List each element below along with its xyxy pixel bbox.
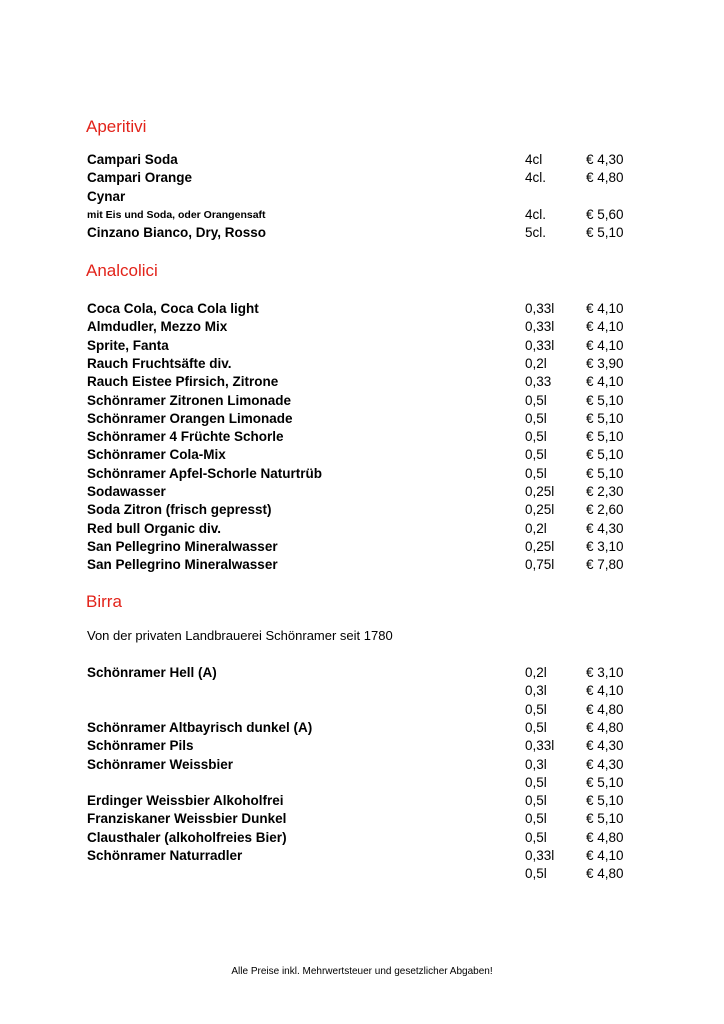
menu-item-row: [0, 701, 724, 719]
item-price: € 4,80: [586, 701, 624, 717]
menu-item-row: [0, 719, 724, 737]
item-price: € 5,10: [586, 392, 624, 408]
item-name: Schönramer Hell (A): [87, 665, 217, 680]
item-name: Sprite, Fanta: [87, 337, 169, 353]
menu-item-row: [0, 465, 724, 483]
item-size: 0,2l: [525, 665, 547, 680]
item-name: Sodawasser: [87, 484, 166, 499]
menu-item-row: [0, 410, 724, 428]
menu-item-row: [0, 151, 724, 169]
item-size: 0,33: [525, 374, 552, 390]
menu-item-row: [0, 355, 724, 373]
item-size: 0,5l: [525, 811, 547, 827]
menu-item-row: [0, 556, 724, 574]
item-name: Schönramer Pils: [87, 738, 194, 754]
item-size: 0,5l: [525, 410, 547, 426]
menu-item-row: [0, 206, 724, 224]
menu-item-row: [0, 682, 724, 700]
item-name: Schönramer Altbayrisch dunkel (A): [87, 719, 313, 735]
birra-intro-text: Von der privaten Landbrauerei Schönramer seit 1780: [87, 628, 393, 643]
menu-item-row: [0, 428, 724, 446]
item-name: Clausthaler (alkoholfreies Bier): [87, 829, 287, 845]
item-name: Coca Cola, Coca Cola light: [87, 301, 259, 316]
item-size: 0,5l: [525, 774, 547, 790]
item-name: Almdudler, Mezzo Mix: [87, 319, 228, 335]
item-price: € 5,10: [586, 225, 624, 241]
item-price: € 4,30: [586, 152, 624, 167]
item-price: € 3,10: [586, 538, 624, 554]
item-size: 0,33l: [525, 738, 555, 754]
menu-item-row: [0, 483, 724, 501]
item-name: Schönramer Zitronen Limonade: [87, 392, 292, 408]
menu-item-row: [0, 300, 724, 318]
menu-item-row: [0, 865, 724, 883]
menu-item-row: [0, 169, 724, 187]
item-name: Schönramer Naturradler: [87, 848, 243, 863]
item-name: San Pellegrino Mineralwasser: [87, 538, 278, 554]
item-price: € 4,80: [586, 866, 624, 882]
item-size: 0,33l: [525, 848, 555, 863]
item-name: Rauch Eistee Pfirsich, Zitrone: [87, 374, 279, 390]
menu-item-row: [0, 446, 724, 464]
item-price: € 5,60: [586, 206, 624, 222]
item-price: € 5,10: [586, 465, 624, 481]
item-price: € 2,60: [586, 502, 624, 518]
item-name: Soda Zitron (frisch gepresst): [87, 502, 272, 518]
item-price: € 2,30: [586, 484, 624, 499]
item-price: € 7,80: [586, 557, 624, 573]
item-size: 0,5l: [525, 719, 547, 735]
menu-item-row: [0, 538, 724, 556]
menu-item-row: [0, 737, 724, 755]
item-size: 4cl.: [525, 170, 547, 186]
menu-item-row: [0, 829, 724, 847]
menu-item-row: [0, 756, 724, 774]
item-name: Schönramer 4 Früchte Schorle: [87, 429, 284, 445]
menu-item-row: [0, 520, 724, 538]
item-name: mit Eis und Soda, oder Orangensaft: [87, 208, 266, 221]
menu-item-row: [0, 392, 724, 410]
item-name: Red bull Organic div.: [87, 520, 222, 536]
menu-item-row: [0, 792, 724, 810]
item-name: Schönramer Cola-Mix: [87, 447, 226, 463]
item-price: € 4,30: [586, 756, 624, 772]
section-heading-analcolici: Analcolici: [86, 261, 158, 280]
item-name: Cynar: [87, 188, 126, 204]
item-name: Schönramer Apfel-Schorle Naturtrüb: [87, 465, 323, 481]
menu-item-row: [0, 337, 724, 355]
item-size: 0,3l: [525, 683, 547, 699]
item-price: € 4,30: [586, 520, 624, 536]
item-price: € 3,10: [586, 665, 624, 680]
item-name: Erdinger Weissbier Alkoholfrei: [87, 793, 284, 809]
item-size: 4cl: [525, 152, 543, 167]
item-name: Franziskaner Weissbier Dunkel: [87, 811, 287, 827]
item-size: 0,33l: [525, 319, 555, 335]
item-name: Rauch Fruchtsäfte div.: [87, 355, 232, 371]
item-size: 0,25l: [525, 502, 555, 518]
item-price: € 4,80: [586, 719, 624, 735]
item-size: 0,25l: [525, 484, 555, 499]
item-size: 0,5l: [525, 793, 547, 809]
menu-item-row: [0, 664, 724, 682]
item-size: 0,33l: [525, 337, 555, 353]
item-price: € 5,10: [586, 429, 624, 445]
item-size: 4cl.: [525, 206, 547, 222]
item-size: 0,5l: [525, 447, 547, 463]
item-size: 0,5l: [525, 429, 547, 445]
item-size: 0,2l: [525, 520, 547, 536]
item-size: 0,75l: [525, 557, 555, 573]
menu-item-row: [0, 774, 724, 792]
menu-item-row: [0, 810, 724, 828]
item-size: 0,5l: [525, 866, 547, 882]
item-price: € 5,10: [586, 447, 624, 463]
item-name: Schönramer Weissbier: [87, 756, 234, 772]
item-size: 0,2l: [525, 355, 547, 371]
menu-item-row: [0, 373, 724, 391]
item-name: San Pellegrino Mineralwasser: [87, 557, 278, 573]
section-heading-birra: Birra: [86, 592, 122, 611]
menu-item-row: [0, 501, 724, 519]
item-price: € 4,10: [586, 374, 624, 390]
item-size: 0,3l: [525, 756, 547, 772]
section-heading-aperitivi: Aperitivi: [86, 117, 147, 136]
item-price: € 4,30: [586, 738, 624, 754]
item-price: € 4,10: [586, 319, 624, 335]
item-price: € 4,80: [586, 829, 624, 845]
item-size: 0,25l: [525, 538, 555, 554]
item-size: 0,33l: [525, 301, 555, 316]
item-price: € 5,10: [586, 793, 624, 809]
menu-item-row: [0, 847, 724, 865]
item-size: 5cl.: [525, 225, 547, 241]
menu-item-row: [0, 224, 724, 242]
item-price: € 4,10: [586, 337, 624, 353]
item-name: Cinzano Bianco, Dry, Rosso: [87, 225, 267, 241]
item-price: € 5,10: [586, 774, 624, 790]
menu-item-row: [0, 318, 724, 336]
item-price: € 4,10: [586, 848, 624, 863]
item-size: 0,5l: [525, 465, 547, 481]
footer-note: Alle Preise inkl. Mehrwertsteuer und gesetzlicher Abgaben!: [231, 966, 493, 977]
item-price: € 5,10: [586, 811, 624, 827]
item-name: Campari Soda: [87, 152, 178, 167]
item-name: Schönramer Orangen Limonade: [87, 410, 293, 426]
item-size: 0,5l: [525, 392, 547, 408]
item-price: € 4,80: [586, 170, 624, 186]
item-price: € 3,90: [586, 355, 624, 371]
item-name: Campari Orange: [87, 170, 193, 186]
item-size: 0,5l: [525, 701, 547, 717]
item-price: € 4,10: [586, 683, 624, 699]
menu-item-row: [0, 188, 724, 206]
item-size: 0,5l: [525, 829, 547, 845]
item-price: € 5,10: [586, 410, 624, 426]
item-price: € 4,10: [586, 301, 624, 316]
